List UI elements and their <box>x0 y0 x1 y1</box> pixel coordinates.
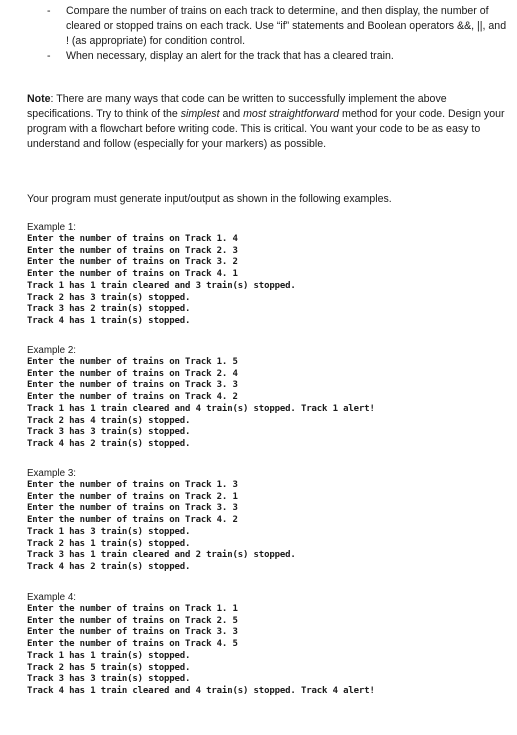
code-line: Enter the number of trains on Track 3. 3 <box>27 503 238 514</box>
code-line: Enter the number of trains on Track 3. 3 <box>27 627 238 638</box>
code-line: Track 3 has 3 train(s) stopped. <box>27 427 191 438</box>
note-paragraph <box>27 92 511 152</box>
code-line: Track 3 has 2 train(s) stopped. <box>27 304 191 315</box>
code-line: Enter the number of trains on Track 4. 5 <box>27 639 238 650</box>
code-line: Enter the number of trains on Track 4. 1 <box>27 269 238 280</box>
code-line: Track 2 has 5 train(s) stopped. <box>27 662 191 673</box>
code-line: Enter the number of trains on Track 1. 4 <box>27 234 238 244</box>
code-line: Enter the number of trains on Track 2. 3 <box>27 245 238 256</box>
code-line: Track 2 has 1 train(s) stopped. <box>27 538 191 549</box>
code-line: Track 2 has 4 train(s) stopped. <box>27 415 191 426</box>
code-line: Enter the number of trains on Track 2. 5 <box>27 615 238 626</box>
code-line: Enter the number of trains on Track 2. 1 <box>27 491 238 502</box>
code-line: Enter the number of trains on Track 4. 2 <box>27 515 238 526</box>
requirement-text: Compare the number of trains on each track to determine, and then display, the number of cleared or stopped trains on each track. Use “if” statements and Boolean operators &&, ||, and ! (as appropriate) for condition control. <box>66 5 507 47</box>
code-line: Track 4 has 1 train(s) stopped. <box>27 315 191 326</box>
code-line: Track 1 has 3 train(s) stopped. <box>27 526 191 537</box>
requirement-item <box>0 49 517 64</box>
code-line: Track 4 has 1 train cleared and 4 train(s) stopped. Track 4 alert! <box>27 685 375 696</box>
code-line: Track 3 has 3 train(s) stopped. <box>27 674 191 685</box>
example-block <box>27 222 507 328</box>
example-title: Example 1: <box>27 222 77 233</box>
code-line: Track 2 has 3 train(s) stopped. <box>27 292 191 303</box>
note-text: : There are many ways that code can be written to successfully implement the above specifications. Try to think of the <box>27 93 447 120</box>
code-line: Track 3 has 1 train cleared and 2 train(s) stopped. <box>27 550 296 561</box>
note-label: Note <box>27 93 51 105</box>
note-text: and <box>219 108 244 120</box>
code-line: Enter the number of trains on Track 3. 2 <box>27 257 238 268</box>
example-block <box>27 468 507 574</box>
code-line: Enter the number of trains on Track 1. 3 <box>27 480 238 490</box>
example-title: Example 3: <box>27 468 77 479</box>
intro-text: Your program must generate input/output as shown in the following examples. <box>27 193 392 205</box>
example-title: Example 2: <box>27 345 77 356</box>
code-line: Track 1 has 1 train cleared and 4 train(s) stopped. Track 1 alert! <box>27 403 375 414</box>
bullet-dash: - <box>47 50 51 62</box>
requirement-text: When necessary, display an alert for the track that has a cleared train. <box>66 50 394 62</box>
requirement-item <box>0 4 517 49</box>
example-title: Example 4: <box>27 592 77 603</box>
requirements-list <box>0 4 517 64</box>
code-line: Enter the number of trains on Track 1. 1 <box>27 604 238 614</box>
code-line: Track 1 has 1 train(s) stopped. <box>27 650 191 661</box>
code-line: Enter the number of trains on Track 1. 5 <box>27 357 238 367</box>
note-emphasis: most straightforward <box>243 108 340 120</box>
example-block <box>27 592 507 698</box>
code-line: Track 1 has 1 train cleared and 3 train(s) stopped. <box>27 280 296 291</box>
code-line: Enter the number of trains on Track 2. 4 <box>27 368 238 379</box>
example-block <box>27 345 507 451</box>
code-line: Track 4 has 2 train(s) stopped. <box>27 438 191 449</box>
code-line: Enter the number of trains on Track 3. 3 <box>27 380 238 391</box>
bullet-dash: - <box>47 5 51 17</box>
code-line: Enter the number of trains on Track 4. 2 <box>27 392 238 403</box>
note-emphasis: simplest <box>180 108 220 120</box>
code-line: Track 4 has 2 train(s) stopped. <box>27 561 191 572</box>
note-text: method for your code. Design your program with a flowchart before writing code. This is critical. You want your code to be as easy to understand and follow (especially for your markers) as possible. <box>27 108 505 150</box>
